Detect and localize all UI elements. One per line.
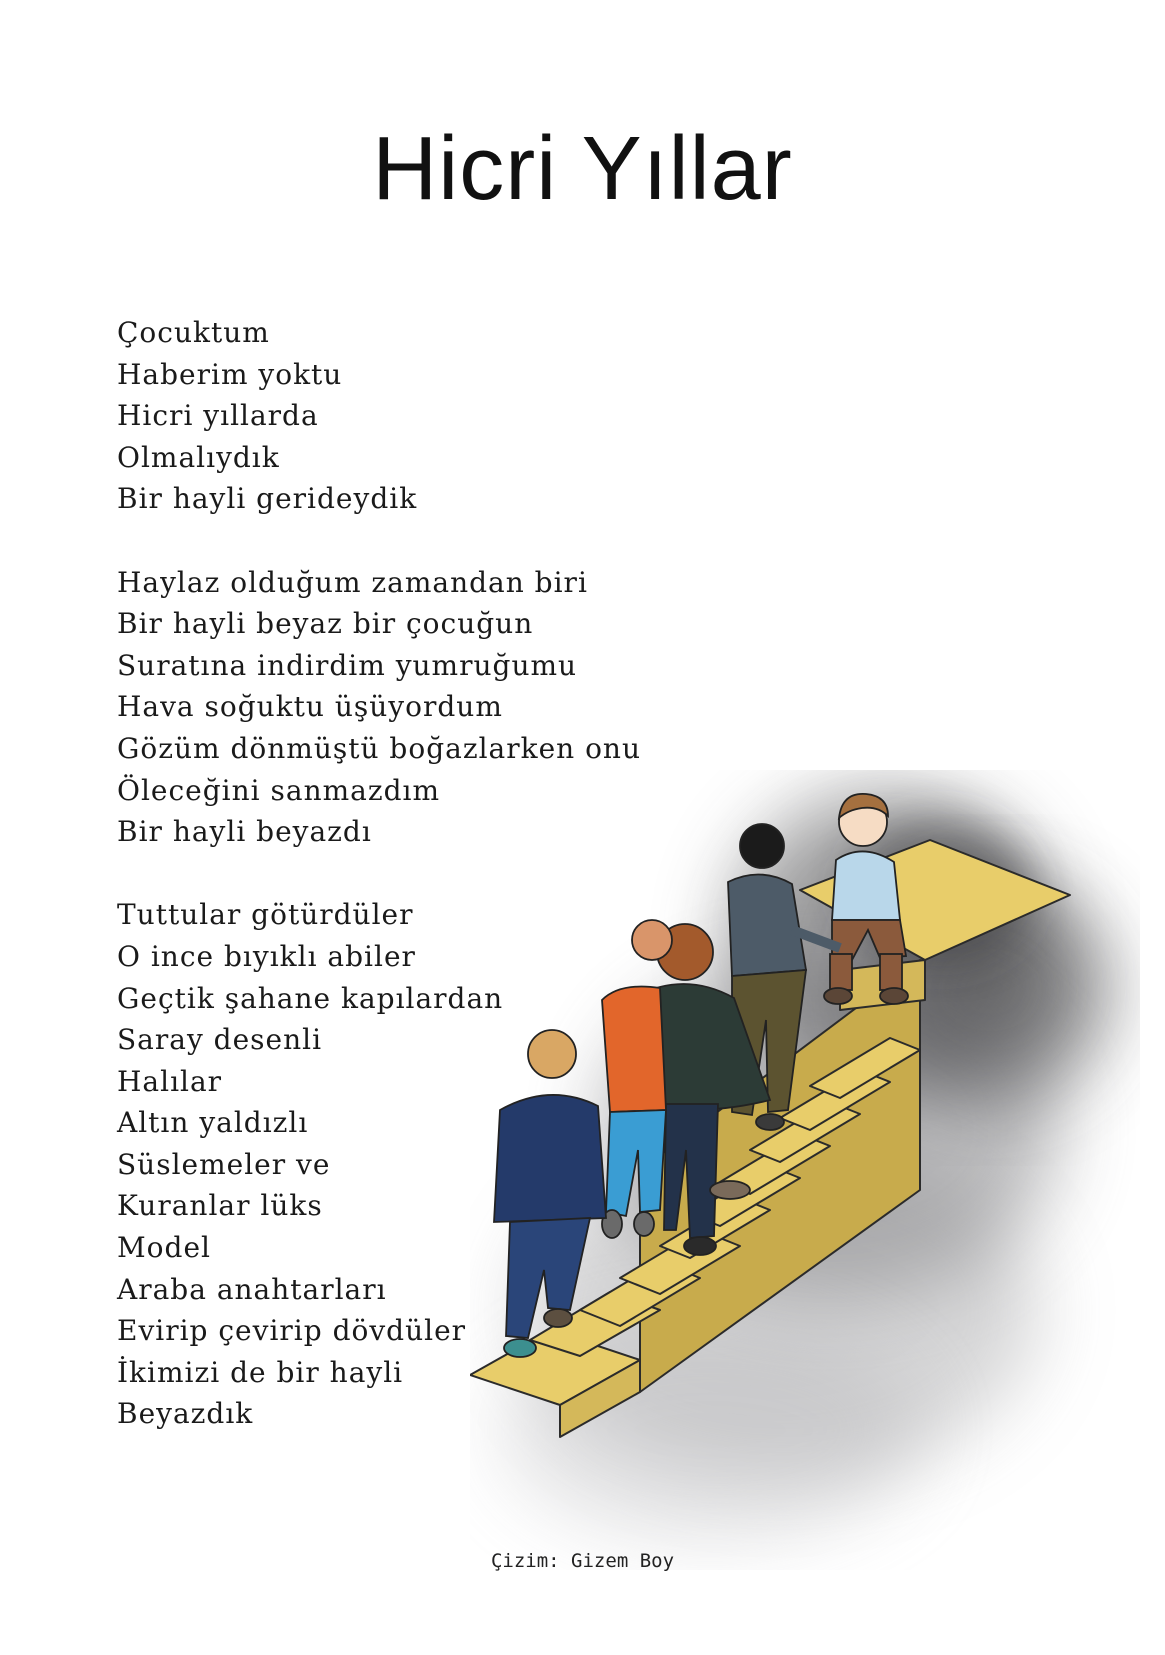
poem-line: O ince bıyıklı abiler bbox=[117, 939, 416, 973]
poem-line: Öleceğini sanmazdım bbox=[117, 773, 441, 807]
illustration-credit: Çizim: Gizem Boy bbox=[490, 1550, 675, 1572]
poem-line: Haylaz olduğum zamandan biri bbox=[117, 565, 588, 599]
poem-line: Suratına indirdim yumruğumu bbox=[117, 648, 578, 682]
poem-line: İkimizi de bir hayli bbox=[117, 1355, 404, 1389]
stanza-1 bbox=[117, 312, 641, 520]
poem-line: Evirip çevirip dövdüler bbox=[117, 1314, 467, 1348]
poem-line: Çocuktum bbox=[117, 316, 270, 349]
poem-line: Hicri yıllarda bbox=[117, 399, 319, 433]
poem-line: Gözüm dönmüştü boğazlarken onu bbox=[117, 731, 641, 765]
poem-line: Bir hayli gerideydik bbox=[117, 482, 418, 516]
poem-line: Beyazdık bbox=[117, 1397, 254, 1431]
poem-line: Olmalıydık bbox=[117, 440, 280, 474]
poem-line: Haberim yoktu bbox=[117, 357, 343, 391]
poem-line: Süslemeler ve bbox=[117, 1147, 331, 1181]
poem-line: Halılar bbox=[117, 1064, 223, 1098]
children-on-staircase-illustration bbox=[470, 770, 1140, 1570]
poem-line: Bir hayli beyazdı bbox=[117, 815, 372, 849]
poem-line: Saray desenli bbox=[117, 1023, 323, 1057]
poem-title: Hicri Yıllar bbox=[372, 119, 793, 219]
poem-line: Bir hayli beyaz bir çocuğun bbox=[117, 607, 534, 641]
poem-line: Kuranlar lüks bbox=[117, 1189, 323, 1223]
poem-line: Tuttular götürdüler bbox=[117, 898, 414, 932]
poem-line: Geçtik şahane kapılardan bbox=[117, 981, 504, 1015]
poem-line: Araba anahtarları bbox=[117, 1272, 387, 1306]
poem-line: Hava soğuktu üşüyordum bbox=[117, 690, 503, 724]
poem-line: Model bbox=[117, 1231, 211, 1265]
poem-line: Altın yaldızlı bbox=[117, 1106, 309, 1140]
